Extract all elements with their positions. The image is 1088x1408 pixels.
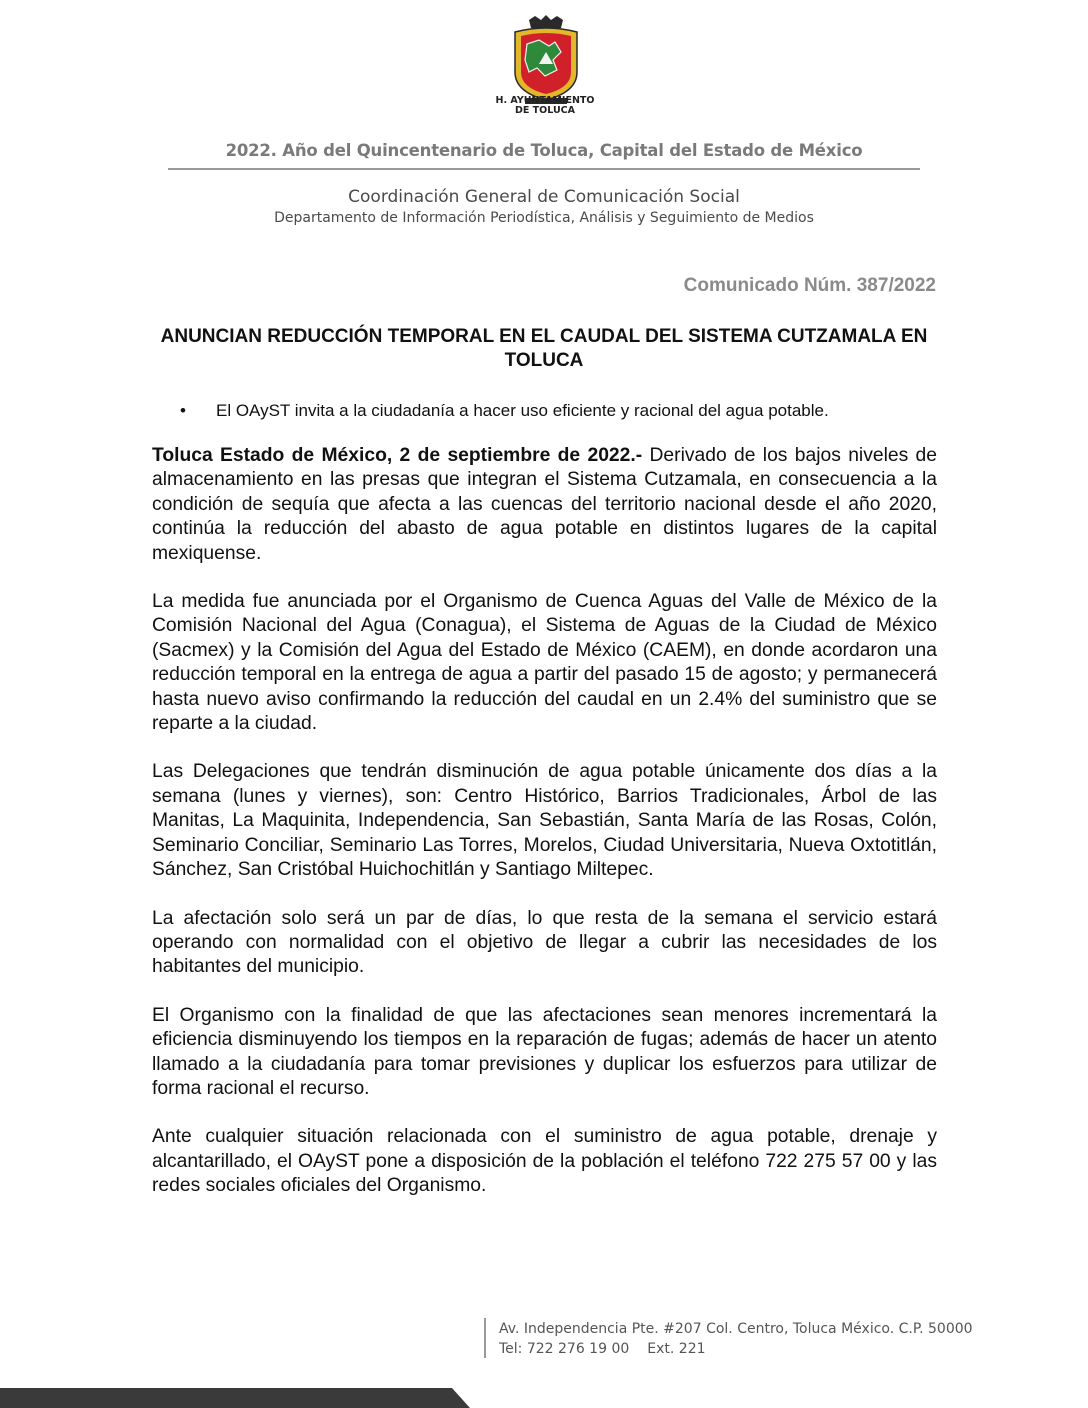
- footer-phone: Tel: 722 276 19 00: [499, 1341, 630, 1357]
- department-title: Coordinación General de Comunicación Social: [348, 187, 740, 207]
- paragraph-6: Ante cualquier situación relacionada con el suministro de agua potable, drenaje y alcantarillado, el OAyST pone a disposición de la población el teléfono 722 275 57 00 y las redes sociales oficiales del Organismo.: [152, 1126, 937, 1197]
- bullet-dot-icon: •: [180, 401, 186, 420]
- paragraph-2: La medida fue anunciada por el Organismo de Cuenca Aguas del Valle de México de la Comisión Nacional del Agua (Conagua), el Sistema de Aguas de la Ciudad de México (Sacmex) y la Comisión del Agua del Estado de México (CAEM), en donde acordaron una reducción temporal en la entrega de agua a partir del pasado 15 de agosto; y permanecerá hasta nuevo aviso confirmando la reducción del caudal en un 2.4% del suministro que se reparte a la ciudad.: [152, 591, 937, 735]
- logo-caption-line2: DE TOLUCA: [515, 105, 575, 116]
- logo-caption: [470, 96, 620, 116]
- paragraph-1-text: Derivado de los bajos niveles de almacenamiento en las presas que integran el Sistema Cutzamala, en consecuencia a la condición de sequía que afecta a las cuencas del territorio nacional desde el año 2020, continúa la reducción del abasto de agua potable en distintos lugares de la capital mexiquense.: [152, 445, 937, 564]
- header-divider: [168, 168, 920, 170]
- press-release-number: Comunicado Núm. 387/2022: [683, 275, 936, 296]
- footer-contact: [499, 1341, 706, 1357]
- footer-divider: [484, 1318, 486, 1358]
- footer-stripe: [0, 1388, 1088, 1408]
- logo-caption-line1: H. AYUNTAMIENTO: [495, 95, 595, 106]
- article-body: [152, 444, 937, 1223]
- year-motto: 2022. Año del Quincentenario de Toluca, Capital del Estado de México: [225, 141, 863, 160]
- footer-address: Av. Independencia Pte. #207 Col. Centro, Toluca México. C.P. 50000: [499, 1321, 973, 1337]
- headline: ANUNCIAN REDUCCIÓN TEMPORAL EN EL CAUDAL DEL SISTEMA CUTZAMALA EN TOLUCA: [160, 326, 928, 371]
- paragraph-1: [152, 444, 937, 566]
- summary-bullet-text: El OAyST invita a la ciudadanía a hacer uso eficiente y racional del agua potable.: [216, 401, 829, 420]
- paragraph-3: Las Delegaciones que tendrán disminución de agua potable únicamente dos días a la semana (lunes y viernes), son: Centro Histórico, Barrios Tradicionales, Árbol de las Manitas, La Maquinita, Independencia, San Sebastián, Santa María de las Rosas, Colón, Seminario Conciliar, Seminario Las Torres, Morelos, Ciudad Universitaria, Nueva Oxtotitlán, Sánchez, San Cristóbal Huichochitlán y Santiago Miltepec.: [152, 761, 937, 881]
- dateline: Toluca Estado de México, 2 de septiembre de 2022.-: [152, 445, 643, 466]
- footer-extension: Ext. 221: [647, 1341, 706, 1357]
- subdepartment-title: Departamento de Información Periodística, Análisis y Seguimiento de Medios: [274, 210, 814, 226]
- paragraph-4: La afectación solo será un par de días, lo que resta de la semana el servicio estará operando con normalidad con el objetivo de llegar a cubrir las necesidades de los habitantes del municipio.: [152, 907, 937, 978]
- paragraph-5: El Organismo con la finalidad de que las afectaciones sean menores incrementará la eficiencia disminuyendo los tiempos en la reparación de fugas; además de hacer un atento llamado a la ciudadanía para tomar previsiones y duplicar los esfuerzos para utilizar de forma racional el recurso.: [152, 1004, 937, 1099]
